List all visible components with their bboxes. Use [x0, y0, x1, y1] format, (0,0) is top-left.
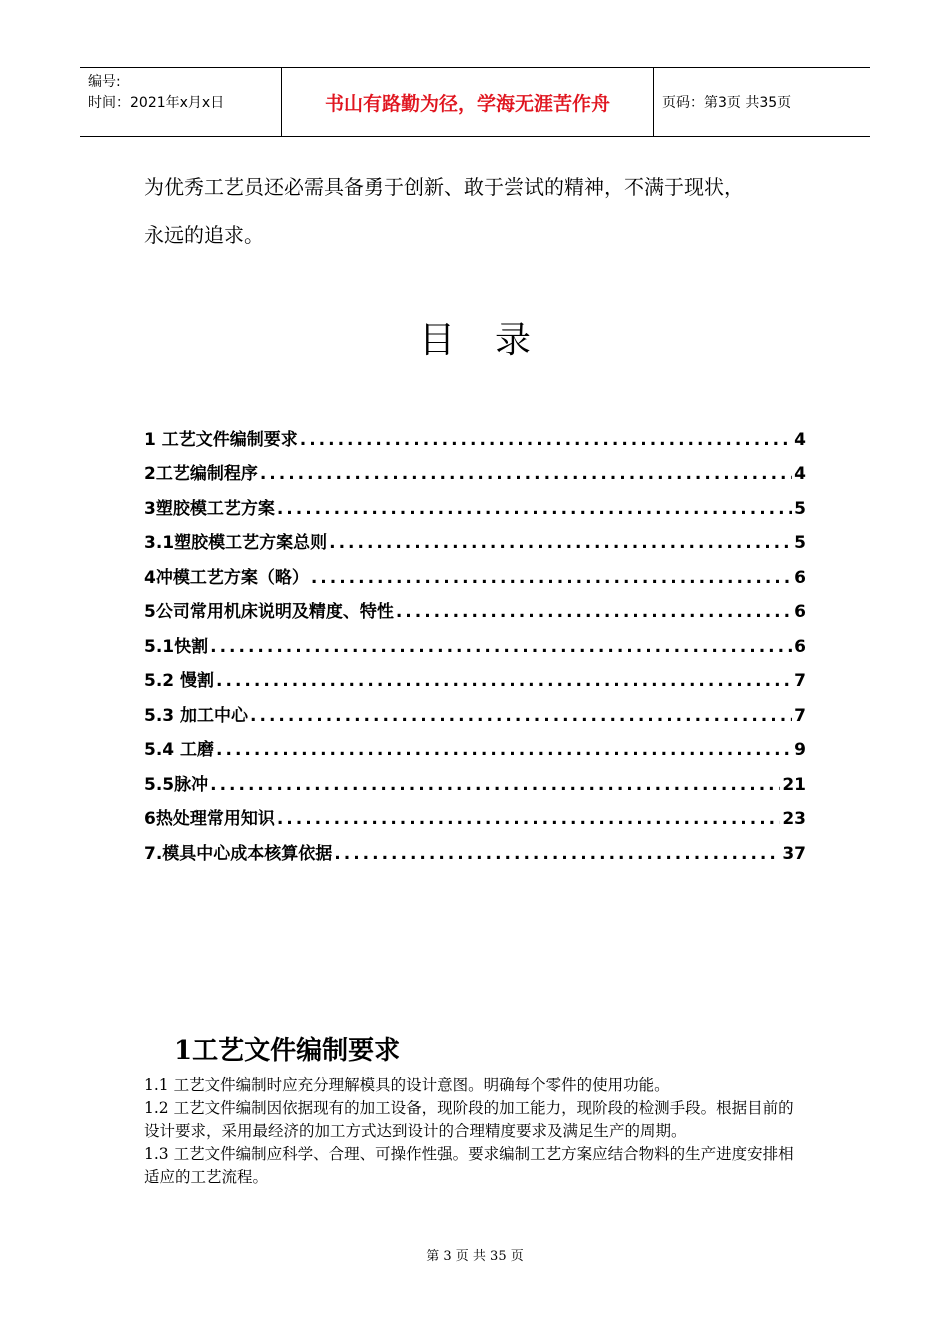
toc-entry[interactable] — [144, 519, 806, 554]
toc-entry-label: 5.5脉冲 — [144, 774, 209, 795]
header-page-label: 页码：第3页 共35页 — [662, 95, 792, 111]
toc-entry-label: 5公司常用机床说明及精度、特性 — [144, 602, 394, 622]
paragraph-1-3: 1.3 工艺文件编制应科学、合理、可操作性强。要求编制工艺方案应结合物料的生产进度安排相适应的工艺流程。 — [144, 1145, 794, 1186]
toc-entry-page: 37 — [782, 843, 806, 864]
intro-line-1: 为优秀工艺员还必需具备勇于创新、敢于尝试的精神，不满于现状， — [144, 175, 744, 199]
toc-entry[interactable] — [144, 588, 806, 623]
toc-entry-label: 6热处理常用知识 — [144, 809, 275, 829]
toc-entry[interactable] — [144, 726, 806, 761]
toc-leader-dots — [260, 464, 792, 484]
toc-entry-page: 6 — [794, 567, 806, 588]
section-body — [144, 1074, 809, 1189]
intro-paragraph — [144, 163, 844, 259]
toc-entry-label: 7.模具中心成本核算依据 — [144, 843, 333, 864]
toc-leader-dots — [329, 533, 792, 553]
toc-entry-page: 4 — [794, 464, 806, 484]
toc-entry-label: 1 工艺文件编制要求 — [144, 429, 298, 450]
toc-entry-label: 2工艺编制程序 — [144, 464, 258, 484]
toc-entry-page: 6 — [794, 602, 806, 622]
header-meta — [80, 68, 282, 136]
toc-entry[interactable] — [144, 760, 806, 795]
page-footer: 第 3 页 共 35 页 — [426, 1249, 524, 1264]
toc-leader-dots — [300, 430, 792, 450]
time-label: 时间：2021年x月x日 — [88, 95, 225, 111]
toc-entry-label: 4冲模工艺方案（略） — [144, 567, 309, 588]
intro-line-2: 永远的追求。 — [144, 223, 264, 247]
paragraph-1-1: 1.1 工艺文件编制时应充分理解模具的设计意图。明确每个零件的使用功能。 — [144, 1076, 670, 1094]
header-motto: 书山有路勤为径，学海无涯苦作舟 — [282, 68, 654, 136]
toc-entry-label: 5.1快割 — [144, 636, 209, 657]
toc-entry-label: 5.4 工磨 — [144, 740, 215, 760]
paragraph-1-2: 1.2 工艺文件编制因依据现有的加工设备，现阶段的加工能力，现阶段的检测手段。根据目前的设计要求，采用最经济的加工方式达到设计的合理精度要求及满足生产的周期。 — [144, 1099, 794, 1140]
toc-leader-dots — [311, 568, 792, 588]
toc-entry-label: 3.1塑胶模工艺方案总则 — [144, 533, 328, 553]
toc-entry[interactable] — [144, 553, 806, 588]
toc-entry-page: 6 — [794, 636, 806, 657]
toc-leader-dots — [334, 844, 780, 864]
toc-leader-dots — [277, 809, 780, 829]
toc-entry[interactable] — [144, 691, 806, 726]
toc-leader-dots — [396, 602, 792, 622]
toc-entry-page: 4 — [794, 429, 806, 450]
toc-entry-page: 9 — [794, 740, 806, 760]
toc-leader-dots — [216, 671, 792, 691]
toc-leader-dots — [277, 499, 792, 519]
table-of-contents — [144, 415, 806, 864]
code-label: 编号: — [88, 74, 121, 90]
toc-leader-dots — [216, 740, 792, 760]
toc-entry[interactable] — [144, 450, 806, 485]
toc-entry-page: 21 — [782, 774, 806, 795]
toc-entry[interactable] — [144, 484, 806, 519]
toc-entry-page: 5 — [794, 498, 806, 519]
toc-entry[interactable] — [144, 657, 806, 692]
page-header — [80, 67, 870, 137]
toc-entry-page: 7 — [794, 671, 806, 691]
toc-entry[interactable] — [144, 829, 806, 864]
toc-leader-dots — [210, 637, 792, 657]
toc-entry-label: 5.2 慢割 — [144, 671, 215, 691]
toc-entry-page: 5 — [794, 533, 806, 553]
toc-title: 目录 — [418, 320, 571, 361]
section-title: 1工艺文件编制要求 — [174, 1036, 401, 1066]
toc-entry-page: 23 — [782, 809, 806, 829]
toc-entry-label: 3塑胶模工艺方案 — [144, 498, 275, 519]
toc-leader-dots — [250, 706, 792, 726]
toc-entry-page: 7 — [794, 705, 806, 726]
toc-entry[interactable] — [144, 795, 806, 830]
toc-entry[interactable] — [144, 415, 806, 450]
toc-leader-dots — [210, 775, 780, 795]
toc-entry[interactable] — [144, 622, 806, 657]
toc-entry-label: 5.3 加工中心 — [144, 705, 249, 726]
